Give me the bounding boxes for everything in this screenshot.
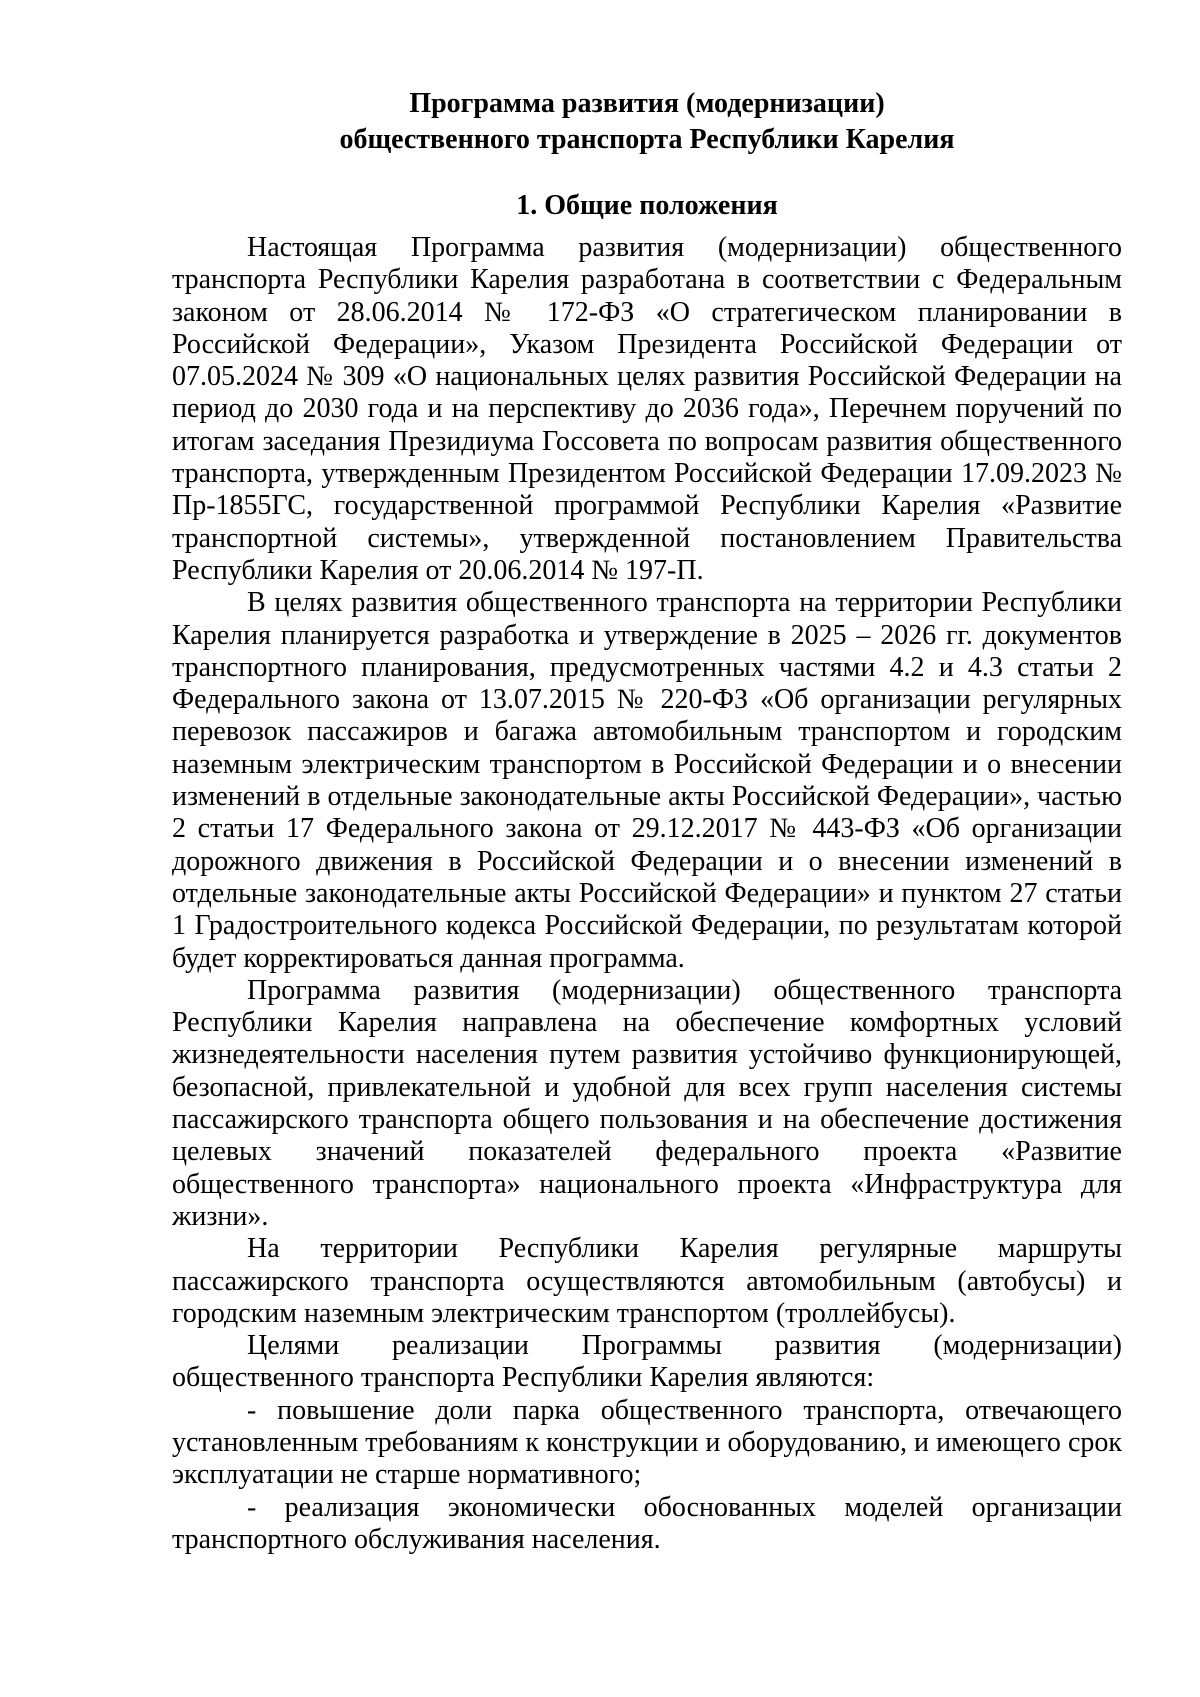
paragraph-legal-basis: Настоящая Программа развития (модернизации) общественного транспорта Республики Карелия разработана в соответствии с Федеральным законом от 28.06.2014 № 172-ФЗ «О стратегическом планировании в Российской Федерации», Указом Президента Российской Федерации от 07.05.2024 № 309 «О национальных целях развития Российской Федерации на период до 2030 года и на перспективу до 2036 года», Перечнем поручений по итогам заседания Президиума Госсовета по вопросам развития общественного транспорта, утвержденным Президентом Российской Федерации 17.09.2023 № Пр-1855ГС, государственной программой Республики Карелия «Развитие транспортной системы», утвержденной постановлением Правительства Республики Карелия от 20.06.2014 № 197-П.	[172, 232, 1122, 586]
paragraph-goals-intro: Целями реализации Программы развития (модернизации) общественного транспорта Республики Карелия являются:	[172, 1330, 1122, 1394]
document-title-line-2: общественного транспорта Республики Карелия	[339, 124, 955, 155]
paragraph-program-purpose: Программа развития (модернизации) общественного транспорта Республики Карелия направлена на обеспечение комфортных условий жизнедеятельности населения путем развития устойчиво функционирующей, безопасной, привлекательной и удобной для всех групп населения системы пассажирского транспорта общего пользования и на обеспечение достижения целевых значений показателей федерального проекта «Развитие общественного транспорта» национального проекта «Инфраструктура для жизни».	[172, 974, 1122, 1232]
document-title-line-1: Программа развития (модернизации)	[409, 88, 885, 119]
goal-item-models: - реализация экономически обоснованных моделей организации транспортного обслуживания населения.	[172, 1491, 1122, 1555]
document-content	[172, 86, 1122, 1556]
goal-item-fleet: - повышение доли парка общественного транспорта, отвечающего установленным требованиям к конструкции и оборудованию, и имеющего срок эксплуатации не старше нормативного;	[172, 1394, 1122, 1491]
paragraph-transport-planning: В целях развития общественного транспорта на территории Республики Карелия планируется разработка и утверждение в 2025 – 2026 гг. документов транспортного планирования, предусмотренных частями 4.2 и 4.3 статьи 2 Федерального закона от 13.07.2015 № 220-ФЗ «Об организации регулярных перевозок пассажиров и багажа автомобильным транспортом и городским наземным электрическим транспортом в Российской Федерации и о внесении изменений в отдельные законодательные акты Российской Федерации», частью 2 статьи 17 Федерального закона от 29.12.2017 № 443-ФЗ «Об организации дорожного движения в Российской Федерации и о внесении изменений в отдельные законодательные акты Российской Федерации» и пунктом 27 статьи 1 Градостроительного кодекса Российской Федерации, по результатам которой будет корректироваться данная программа.	[172, 587, 1122, 974]
paragraph-regular-routes: На территории Республики Карелия регулярные маршруты пассажирского транспорта осуществляются автомобильным (автобусы) и городским наземным электрическим транспортом (троллейбусы).	[172, 1233, 1122, 1329]
section-heading: 1. Общие положения	[516, 190, 778, 221]
